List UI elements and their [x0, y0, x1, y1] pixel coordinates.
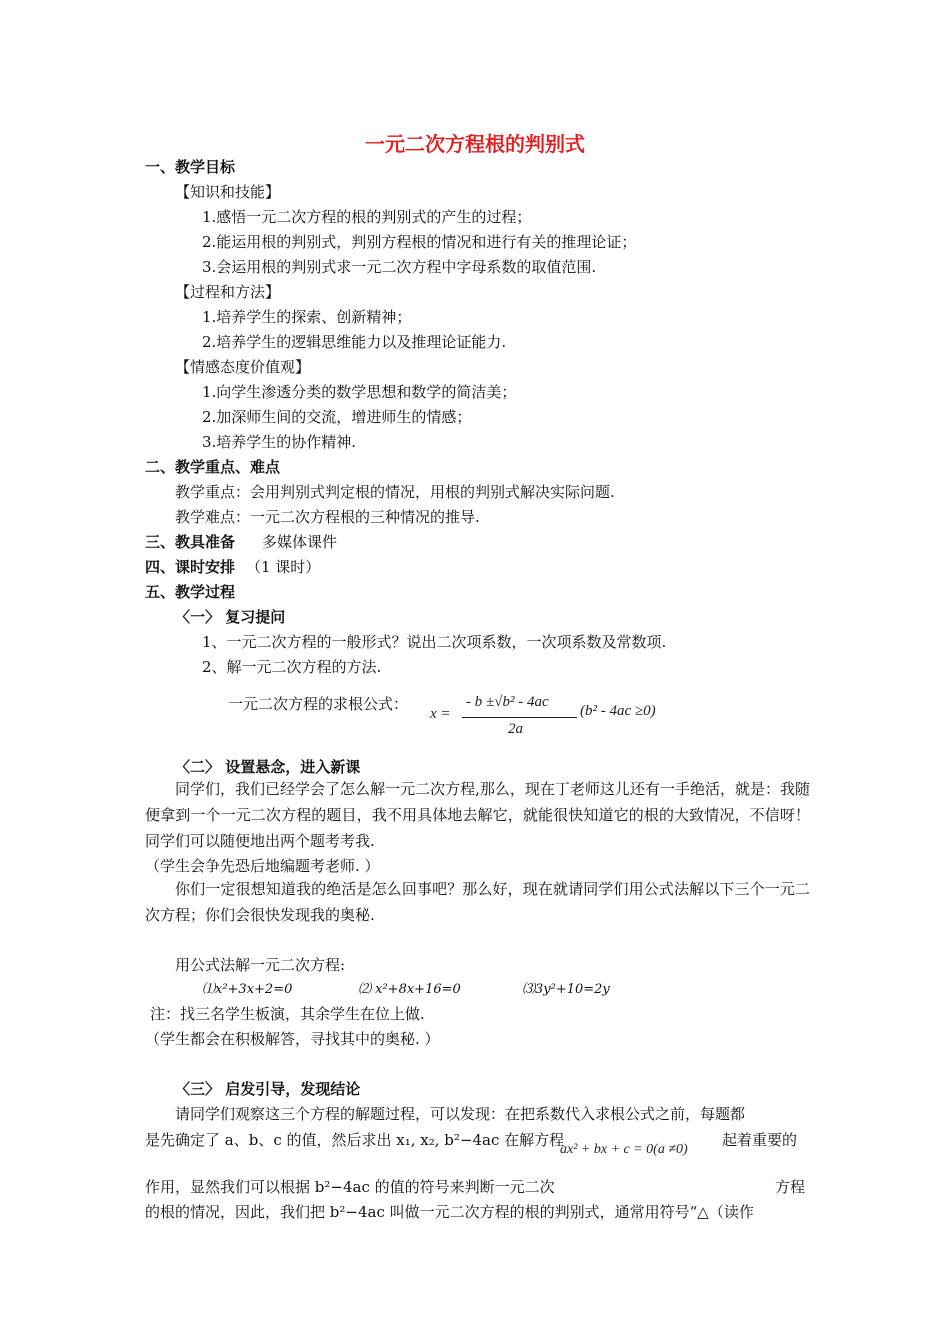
- inline-equation: ax² + bx + c = 0(a ≠0): [560, 1142, 688, 1157]
- list-item: 1.向学生渗透分类的数学思想和数学的简洁美；: [202, 383, 517, 401]
- part-heading-suspense: 〈二〉 设置悬念，进入新课: [175, 758, 361, 776]
- page-title: 一元二次方程根的判别式: [365, 132, 585, 156]
- list-item: 1.感悟一元二次方程的根的判别式的产生的过程；: [202, 208, 532, 226]
- note-text: 注：找三名学生板演，其余学生在位上做.: [150, 1005, 425, 1023]
- materials-value: 多媒体课件: [262, 533, 338, 551]
- key-point-text: 教学重点：会用判别式判定根的情况，用根的判别式解决实际问题.: [175, 483, 615, 501]
- solve-label: 用公式法解一元二次方程:: [175, 956, 346, 974]
- paragraph: 你们一定很想知道我的绝活是怎么回事吧？那么好，现在就请同学们用公式法解以下三个一元二次方程；你们会很快发现我的奥秘.: [145, 880, 810, 924]
- subheading-emotion: 【情感态度价值观】: [175, 358, 311, 376]
- list-item: 3.培养学生的协作精神.: [202, 433, 357, 451]
- subheading-process: 【过程和方法】: [175, 283, 281, 301]
- paragraph-note: （学生会争先恐后地编题考老师. ）: [145, 857, 380, 875]
- list-item: 2.能运用根的判别式，判别方程根的情况和进行有关的推理论证；: [202, 233, 637, 251]
- formula-numerator: - b ±√b² - 4ac: [466, 694, 549, 710]
- list-item: 1.培养学生的探索、创新精神；: [202, 308, 412, 326]
- formula-label: 一元二次方程的求根公式：: [228, 695, 409, 713]
- paragraph-line: 方程: [775, 1178, 806, 1196]
- section-heading-materials: 三、教具准备: [145, 533, 236, 551]
- section-heading-process: 五、教学过程: [145, 583, 236, 601]
- part-heading-guide: 〈三〉 启发引导，发现结论: [175, 1080, 361, 1098]
- part-heading-review: 〈一〉 复习提问: [175, 608, 286, 626]
- formula-condition: (b² - 4ac ≥0): [580, 703, 656, 719]
- equation-1: ⑴x²+3x+2=0: [202, 982, 293, 997]
- subheading-knowledge: 【知识和技能】: [175, 183, 281, 201]
- formula-denominator: 2a: [508, 721, 523, 737]
- list-item: 2.加深师生间的交流，增进师生的情感；: [202, 408, 472, 426]
- section-heading-objectives: 一、教学目标: [145, 158, 236, 176]
- paragraph-line: 是先确定了 a、b、c 的值，然后求出 x₁, x₂, b²−4ac 在解方程: [145, 1131, 565, 1149]
- note-text-2: （学生都会在积极解答，寻找其中的奥秘. ）: [145, 1030, 440, 1048]
- list-item: 3.会运用根的判别式求一元二次方程中字母系数的取值范围.: [202, 258, 597, 276]
- section-heading-schedule: 四、课时安排: [145, 558, 236, 576]
- difficult-point-text: 教学难点：一元二次方程根的三种情况的推导.: [175, 508, 480, 526]
- paragraph-line: 请同学们观察这三个方程的解题过程，可以发现：在把系数代入求根公式之前，每题都: [175, 1105, 746, 1123]
- formula-lhs: x =: [430, 706, 451, 722]
- schedule-value: （1 课时）: [246, 558, 321, 576]
- list-item: 2.培养学生的逻辑思维能力以及推理论证能力.: [202, 333, 507, 351]
- paragraph-line: 起着重要的: [722, 1131, 798, 1149]
- paragraph-line: 作用，显然我们可以根据 b²−4ac 的值的符号来判断一元二次: [145, 1178, 555, 1196]
- equation-3: ⑶3y²+10=2y: [522, 982, 610, 997]
- equation-2: ⑵ x²+8x+16=0: [358, 982, 461, 997]
- fraction-bar: [462, 717, 577, 718]
- review-question-1: 1、一元二次方程的一般形式？说出二次项系数，一次项系数及常数项.: [202, 633, 667, 651]
- review-question-2: 2、解一元二次方程的方法.: [202, 658, 382, 676]
- paragraph: 同学们，我们已经学会了怎么解一元二次方程,那么，现在丁老师这儿还有一手绝活，就是：我随便拿到一个一元二次方程的题目，我不用具体地去解它，就能很快知道它的根的大致情况，不信呀！同学们可以随便地出两个题考考我.: [145, 780, 810, 850]
- paragraph-line: 的根的情况，因此，我们把 b²−4ac 叫做一元二次方程的根的判别式，通常用符号“△（读作: [145, 1203, 754, 1221]
- section-heading-keypoints: 二、教学重点、难点: [145, 458, 281, 476]
